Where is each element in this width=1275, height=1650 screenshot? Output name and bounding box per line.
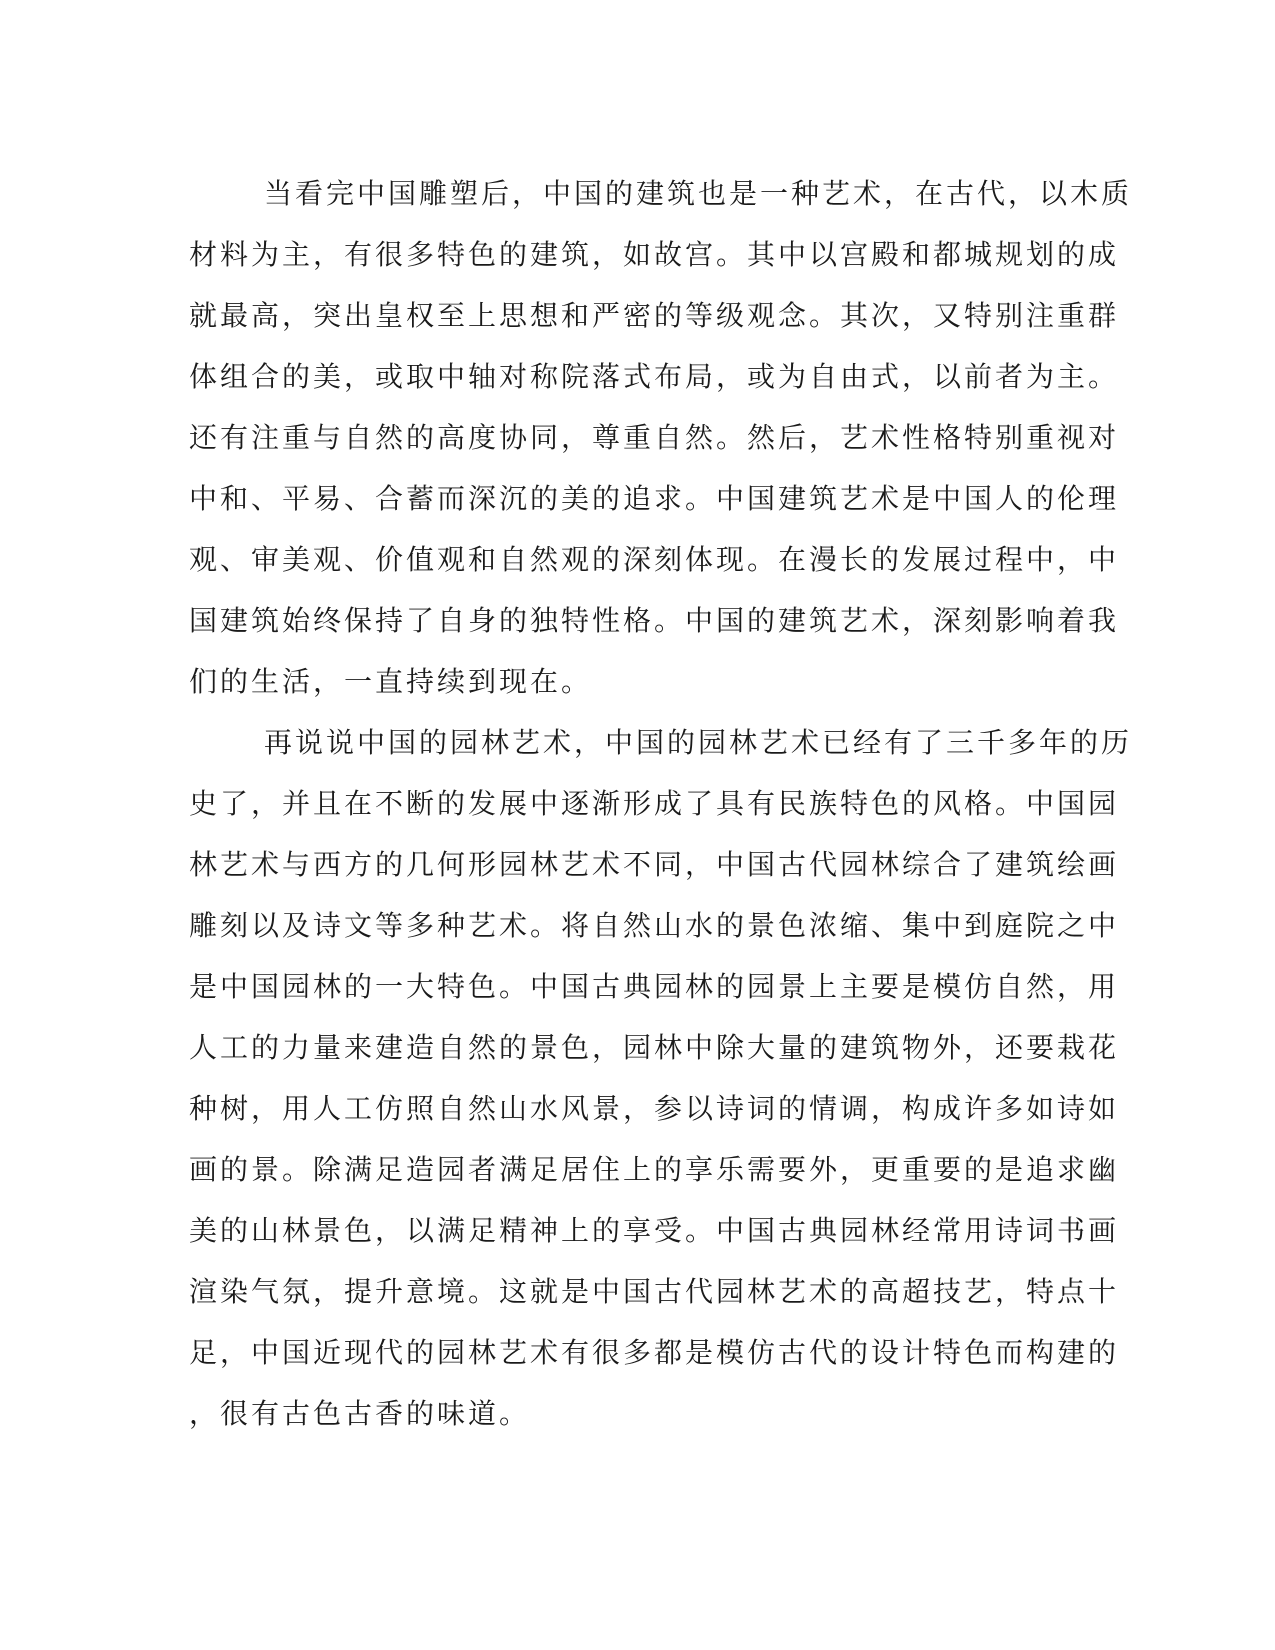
text-line: 雕刻以及诗文等多种艺术。将自然山水的景色浓缩、集中到庭院之中 [189, 909, 1120, 942]
text-line: 足，中国近现代的园林艺术有很多都是模仿古代的设计特色而构建的 [189, 1336, 1120, 1369]
text-line: 们的生活，一直持续到现在。 [189, 665, 593, 698]
text-line: 再说说中国的园林艺术，中国的园林艺术已经有了三千多年的历 [264, 726, 1133, 759]
body-text [189, 163, 1133, 1444]
text-line: 种树，用人工仿照自然山水风景，参以诗词的情调，构成许多如诗如 [189, 1092, 1120, 1125]
text-line: 体组合的美，或取中轴对称院落式布局，或为自由式，以前者为主。 [189, 360, 1120, 393]
text-line: 渲染气氛，提升意境。这就是中国古代园林艺术的高超技艺，特点十 [189, 1275, 1120, 1308]
text-line: 还有注重与自然的高度协同，尊重自然。然后，艺术性格特别重视对 [189, 421, 1120, 454]
text-line: 材料为主，有很多特色的建筑，如故宫。其中以宫殿和都城规划的成 [189, 238, 1120, 271]
text-line: 观、审美观、价值观和自然观的深刻体现。在漫长的发展过程中，中 [189, 543, 1120, 576]
text-line: 画的景。除满足造园者满足居住上的享乐需要外，更重要的是追求幽 [189, 1153, 1120, 1186]
text-line: 当看完中国雕塑后，中国的建筑也是一种艺术，在古代，以木质 [264, 177, 1133, 210]
text-line: 中和、平易、合蓄而深沉的美的追求。中国建筑艺术是中国人的伦理 [189, 482, 1120, 515]
text-line: 人工的力量来建造自然的景色，园林中除大量的建筑物外，还要栽花 [189, 1031, 1120, 1064]
text-line: 就最高，突出皇权至上思想和严密的等级观念。其次，又特别注重群 [189, 299, 1120, 332]
text-line: 史了，并且在不断的发展中逐渐形成了具有民族特色的风格。中国园 [189, 787, 1120, 820]
text-line: ，很有古色古香的味道。 [189, 1397, 531, 1430]
paragraph-garden [189, 712, 1133, 1444]
paragraph-architecture [189, 163, 1133, 712]
text-line: 林艺术与西方的几何形园林艺术不同，中国古代园林综合了建筑绘画 [189, 848, 1120, 881]
text-line: 美的山林景色，以满足精神上的享受。中国古典园林经常用诗词书画 [189, 1214, 1120, 1247]
text-line: 是中国园林的一大特色。中国古典园林的园景上主要是模仿自然，用 [189, 970, 1120, 1003]
text-line: 国建筑始终保持了自身的独特性格。中国的建筑艺术，深刻影响着我 [189, 604, 1120, 637]
